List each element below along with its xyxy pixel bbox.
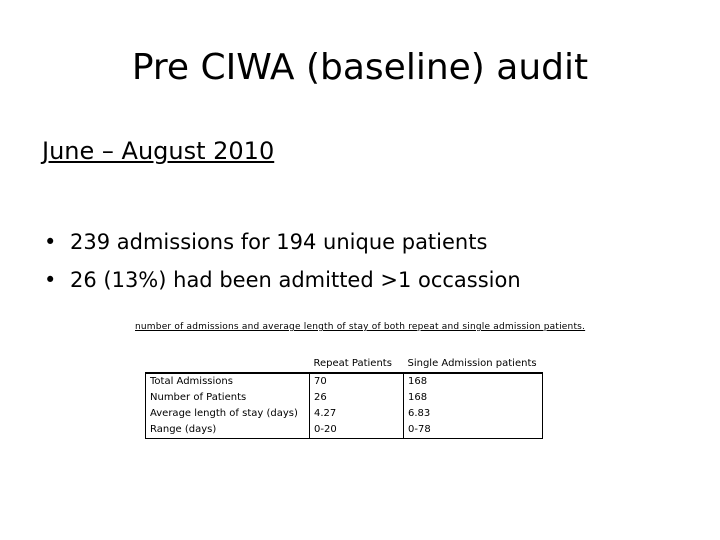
repeat-value: 0-20 [314,424,337,435]
row-label: Range (days) [150,424,217,435]
bullet-dot-icon: • [44,230,57,254]
row-label: Total Admissions [150,376,233,387]
repeat-value: 70 [314,376,327,387]
row-label: Average length of stay (days) [150,408,298,419]
bullet-text: 26 (13%) had been admitted >1 occassion [70,268,521,292]
table-row [146,373,543,439]
table-caption: number of admissions and average length of stay of both repeat and single admission patients. [135,322,586,332]
column-header-single: Single Admission patients [407,358,537,369]
single-values-cell [404,373,543,439]
admissions-table [145,356,543,439]
slide-subtitle: June – August 2010 [42,137,275,165]
bullet-dot-icon: • [44,268,57,292]
column-header-repeat: Repeat Patients [313,358,392,369]
bullet-text: 239 admissions for 194 unique patients [70,230,488,254]
single-value: 0-78 [408,424,431,435]
single-value: 168 [408,376,428,387]
slide-title: Pre CIWA (baseline) audit [131,47,589,88]
single-value: 6.83 [408,408,431,419]
table-header-empty [146,356,310,373]
single-value: 168 [408,392,428,403]
table-header-row [146,356,543,373]
repeat-values-cell [310,373,404,439]
row-labels-cell [146,373,310,439]
bullet-list [44,223,521,299]
repeat-value: 4.27 [314,408,337,419]
bullet-item [44,261,521,299]
repeat-value: 26 [314,392,327,403]
row-label: Number of Patients [150,392,247,403]
bullet-item [44,223,521,261]
